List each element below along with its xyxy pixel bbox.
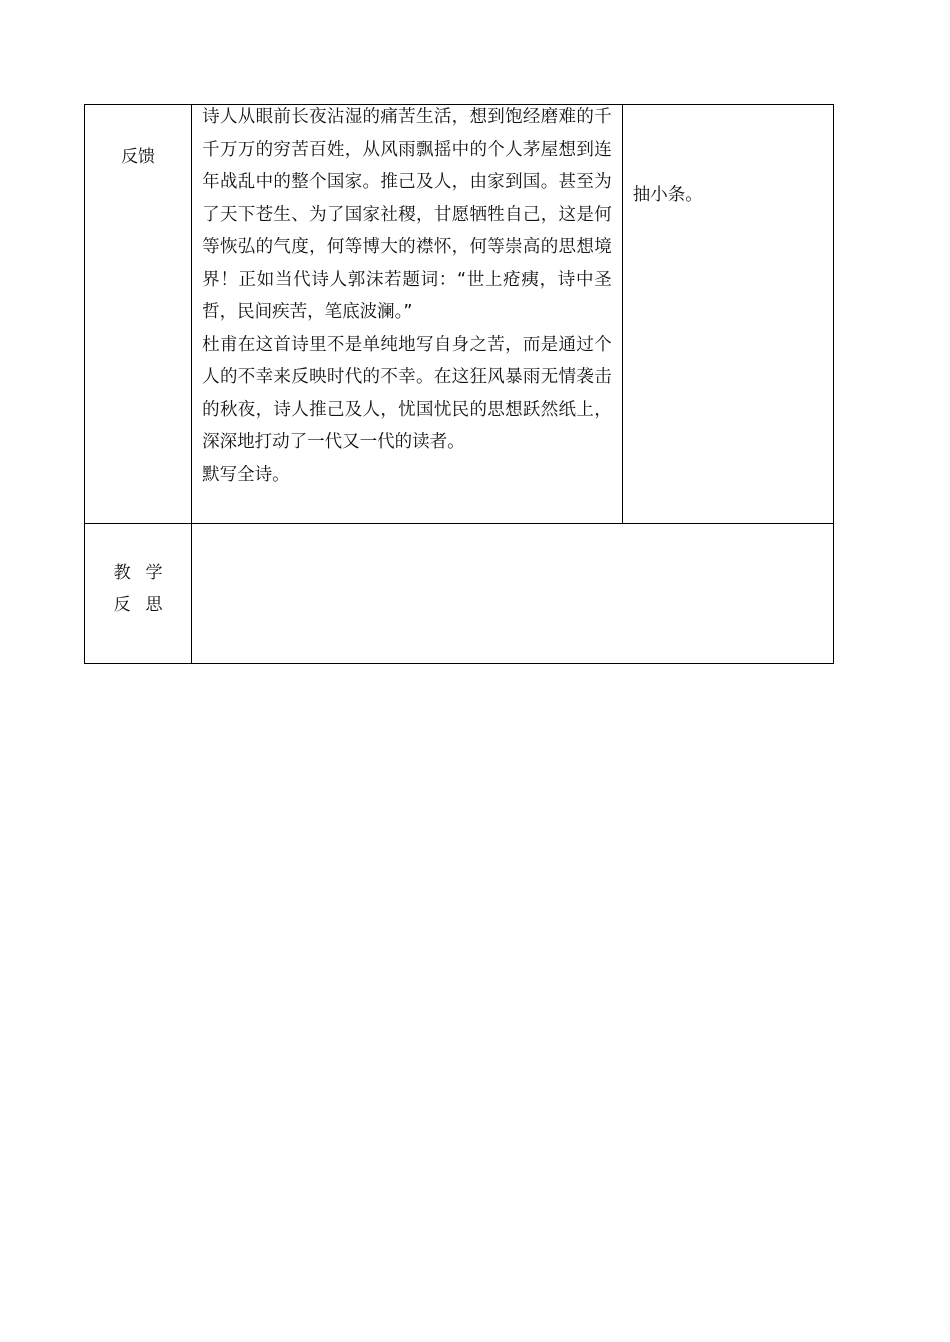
reflection-content bbox=[192, 524, 834, 664]
reflection-label-line: 反思 bbox=[113, 595, 178, 615]
feedback-row bbox=[85, 105, 834, 524]
feedback-paragraph: 杜甫在这首诗里不是单纯地写自身之苦，而是通过个人的不幸来反映时代的不幸。在这狂风暴雨无情袭击的秋夜，诗人推己及人，忧国忧民的思想跃然纸上，深深地打动了一代又一代的读者。 bbox=[202, 334, 612, 452]
feedback-paragraph: 诗人从眼前长夜沾湿的痛苦生活，想到饱经磨难的千千万万的穷苦百姓，从风雨飘摇中的个人茅屋想到连年战乱中的整个国家。推己及人，由家到国。甚至为了天下苍生、为了国家社稷，甘愿牺牲自己，这是何等恢弘的气度，何等博大的襟怀，何等崇高的思想境界！正如当代诗人郭沫若题词：“世上疮痍，诗中圣哲，民间疾苦，笔底波澜。” bbox=[202, 107, 612, 322]
reflection-row bbox=[85, 524, 834, 664]
reflection-label bbox=[85, 524, 192, 664]
reflection-label-line: 教学 bbox=[113, 563, 178, 583]
feedback-content bbox=[192, 105, 623, 524]
feedback-label: 反馈 bbox=[85, 105, 192, 524]
feedback-paragraph: 默写全诗。 bbox=[202, 464, 290, 485]
lesson-plan-table bbox=[84, 104, 834, 664]
feedback-note: 抽小条。 bbox=[622, 105, 833, 524]
